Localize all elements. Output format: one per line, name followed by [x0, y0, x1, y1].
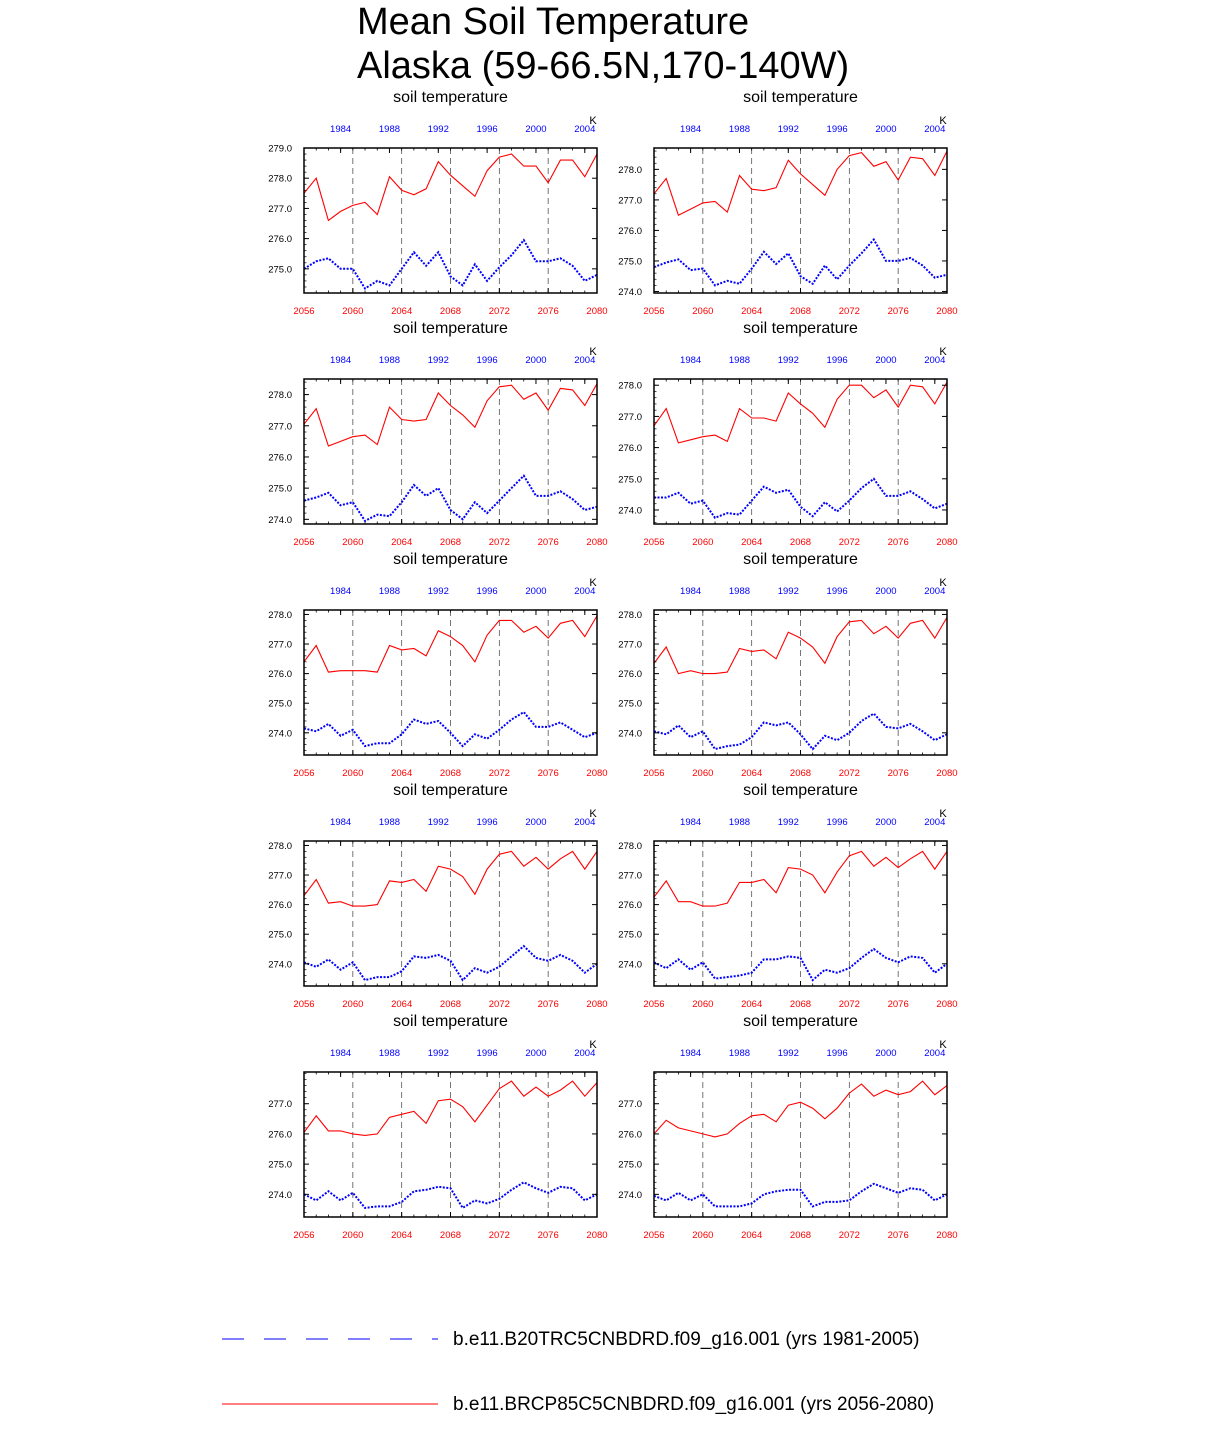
y-tick-label: 274.0	[618, 1189, 642, 1201]
x-tick-label-bottom: 2056	[643, 306, 665, 317]
x-tick-label-top: 1996	[476, 586, 498, 597]
chart-panel-6	[618, 551, 957, 779]
x-tick-label-top: 1992	[427, 124, 449, 135]
panel-title: soil temperature	[393, 1013, 508, 1030]
x-tick-label-bottom: 2072	[838, 537, 860, 548]
x-tick-label-top: 1992	[427, 817, 449, 828]
x-tick-label-bottom: 2072	[488, 306, 510, 317]
x-tick-label-bottom: 2080	[936, 1230, 958, 1241]
x-tick-label-bottom: 2056	[293, 768, 315, 779]
x-tick-label-top: 1988	[378, 586, 401, 597]
x-tick-label-top: 2004	[574, 1048, 596, 1059]
x-tick-label-bottom: 2076	[887, 768, 909, 779]
x-tick-label-bottom: 2068	[439, 768, 462, 779]
units-label: K	[589, 346, 597, 358]
y-tick-label: 278.0	[268, 840, 292, 852]
y-tick-label: 274.0	[618, 286, 642, 298]
x-tick-label-top: 2000	[525, 124, 547, 135]
x-tick-label-bottom: 2068	[439, 999, 462, 1010]
y-tick-label: 276.0	[268, 234, 292, 246]
x-tick-label-bottom: 2056	[643, 537, 665, 548]
y-tick-label: 277.0	[618, 195, 642, 207]
x-tick-label-bottom: 2076	[537, 999, 559, 1010]
x-tick-label-bottom: 2076	[537, 537, 559, 548]
y-tick-label: 278.0	[618, 380, 642, 392]
y-tick-label: 274.0	[268, 1189, 292, 1201]
x-tick-label-bottom: 2056	[643, 768, 665, 779]
legend-red-label: b.e11.BRCP85C5CNBDRD.f09_g16.001 (yrs 2056-2080)	[453, 1394, 935, 1415]
x-tick-label-bottom: 2068	[439, 306, 462, 317]
x-tick-label-bottom: 2064	[741, 999, 763, 1010]
x-tick-label-top: 2000	[875, 355, 897, 366]
x-tick-label-bottom: 2060	[692, 999, 714, 1010]
figure-title-line2: Alaska (59-66.5N,170-140W)	[357, 45, 850, 87]
x-tick-label-top: 1988	[378, 124, 401, 135]
x-tick-label-top: 2000	[875, 586, 897, 597]
x-tick-label-bottom: 2064	[391, 306, 413, 317]
x-tick-label-bottom: 2072	[838, 768, 860, 779]
x-tick-label-top: 1984	[680, 817, 702, 828]
x-tick-label-bottom: 2064	[391, 537, 413, 548]
x-tick-label-top: 1996	[476, 124, 498, 135]
y-tick-label: 276.0	[268, 900, 292, 912]
x-tick-label-bottom: 2072	[488, 537, 510, 548]
y-tick-label: 275.0	[268, 1159, 292, 1171]
x-tick-label-bottom: 2064	[741, 1230, 763, 1241]
chart-panel-3	[268, 320, 607, 548]
chart-panel-1	[268, 89, 607, 317]
x-tick-label-bottom: 2080	[586, 537, 608, 548]
x-tick-label-top: 2000	[875, 1048, 897, 1059]
x-tick-label-bottom: 2060	[692, 306, 714, 317]
x-tick-label-top: 2004	[924, 124, 946, 135]
units-label: K	[939, 1039, 947, 1051]
x-tick-label-top: 1992	[777, 355, 799, 366]
y-tick-label: 277.0	[268, 421, 292, 433]
x-tick-label-top: 1984	[330, 817, 352, 828]
x-tick-label-bottom: 2064	[741, 306, 763, 317]
x-tick-label-bottom: 2076	[537, 1230, 559, 1241]
x-tick-label-bottom: 2056	[293, 999, 315, 1010]
x-tick-label-top: 2004	[574, 817, 596, 828]
y-tick-label: 275.0	[618, 474, 642, 486]
x-tick-label-bottom: 2068	[789, 1230, 812, 1241]
x-tick-label-bottom: 2064	[741, 768, 763, 779]
chart-panel-4	[618, 320, 957, 548]
y-tick-label: 277.0	[268, 639, 292, 651]
units-label: K	[589, 577, 597, 589]
x-tick-label-top: 1984	[330, 355, 352, 366]
x-tick-label-bottom: 2060	[342, 768, 364, 779]
x-tick-label-top: 2000	[525, 355, 547, 366]
x-tick-label-top: 1984	[330, 1048, 352, 1059]
x-tick-label-bottom: 2080	[586, 306, 608, 317]
y-tick-label: 275.0	[618, 698, 642, 710]
x-tick-label-bottom: 2068	[789, 306, 812, 317]
x-tick-label-bottom: 2072	[488, 768, 510, 779]
x-tick-label-bottom: 2072	[488, 1230, 510, 1241]
x-tick-label-top: 2004	[574, 586, 596, 597]
panel-title: soil temperature	[743, 782, 858, 799]
panels	[268, 89, 957, 1241]
series-line-red	[304, 851, 597, 906]
x-tick-label-bottom: 2068	[789, 999, 812, 1010]
chart-panel-5	[268, 551, 607, 779]
y-tick-label: 277.0	[618, 1099, 642, 1111]
y-tick-label: 279.0	[268, 143, 292, 155]
y-tick-label: 274.0	[618, 728, 642, 740]
y-tick-label: 275.0	[618, 929, 642, 941]
x-tick-label-top: 1984	[330, 586, 352, 597]
y-tick-label: 274.0	[268, 959, 292, 971]
y-tick-label: 275.0	[268, 264, 292, 276]
x-tick-label-bottom: 2080	[936, 537, 958, 548]
x-tick-label-top: 1992	[777, 586, 799, 597]
x-tick-label-top: 1996	[476, 817, 498, 828]
x-tick-label-bottom: 2072	[838, 1230, 860, 1241]
y-tick-label: 276.0	[268, 452, 292, 464]
x-tick-label-top: 1988	[728, 817, 751, 828]
x-tick-label-bottom: 2060	[342, 306, 364, 317]
x-tick-label-top: 1988	[728, 586, 751, 597]
x-tick-label-top: 1992	[427, 1048, 449, 1059]
x-tick-label-bottom: 2072	[838, 999, 860, 1010]
x-tick-label-bottom: 2060	[342, 999, 364, 1010]
y-tick-label: 275.0	[268, 929, 292, 941]
legend	[222, 1329, 934, 1415]
x-tick-label-bottom: 2076	[887, 1230, 909, 1241]
x-tick-label-bottom: 2068	[439, 1230, 462, 1241]
panel-title: soil temperature	[393, 782, 508, 799]
x-tick-label-top: 2004	[924, 1048, 946, 1059]
chart-panel-2	[618, 89, 957, 317]
units-label: K	[589, 115, 597, 127]
y-tick-label: 276.0	[618, 669, 642, 681]
units-label: K	[939, 115, 947, 127]
y-tick-label: 274.0	[268, 514, 292, 526]
panel-title: soil temperature	[743, 1013, 858, 1030]
x-tick-label-bottom: 2064	[741, 537, 763, 548]
y-tick-label: 275.0	[618, 256, 642, 268]
x-tick-label-bottom: 2056	[293, 1230, 315, 1241]
x-tick-label-bottom: 2076	[887, 306, 909, 317]
series-line-red	[654, 1081, 947, 1137]
x-tick-label-top: 1992	[427, 355, 449, 366]
units-label: K	[589, 1039, 597, 1051]
x-tick-label-top: 2000	[525, 817, 547, 828]
y-tick-label: 277.0	[268, 1099, 292, 1111]
x-tick-label-top: 1992	[427, 586, 449, 597]
x-tick-label-bottom: 2080	[586, 768, 608, 779]
y-tick-label: 278.0	[618, 840, 642, 852]
x-tick-label-bottom: 2076	[887, 537, 909, 548]
x-tick-label-bottom: 2064	[391, 768, 413, 779]
x-tick-label-bottom: 2076	[887, 999, 909, 1010]
units-label: K	[939, 577, 947, 589]
x-tick-label-top: 1984	[680, 124, 702, 135]
x-tick-label-bottom: 2068	[439, 537, 462, 548]
x-tick-label-top: 1996	[476, 355, 498, 366]
chart-panel-9	[268, 1013, 607, 1241]
panel-title: soil temperature	[743, 551, 858, 568]
x-tick-label-top: 2004	[574, 355, 596, 366]
y-tick-label: 278.0	[268, 173, 292, 185]
x-tick-label-bottom: 2056	[293, 306, 315, 317]
x-tick-label-top: 1996	[826, 1048, 848, 1059]
x-tick-label-top: 2004	[574, 124, 596, 135]
y-tick-label: 277.0	[618, 411, 642, 423]
x-tick-label-top: 2004	[924, 355, 946, 366]
y-tick-label: 274.0	[618, 505, 642, 517]
y-tick-label: 277.0	[268, 203, 292, 215]
x-tick-label-top: 1984	[330, 124, 352, 135]
y-tick-label: 275.0	[268, 483, 292, 495]
x-tick-label-bottom: 2076	[537, 768, 559, 779]
x-tick-label-top: 2000	[875, 124, 897, 135]
x-tick-label-top: 1988	[378, 355, 401, 366]
x-tick-label-top: 1996	[826, 586, 848, 597]
x-tick-label-bottom: 2072	[488, 999, 510, 1010]
x-tick-label-top: 2004	[924, 817, 946, 828]
panel-title: soil temperature	[743, 89, 858, 106]
x-tick-label-top: 1984	[680, 355, 702, 366]
y-tick-label: 274.0	[618, 959, 642, 971]
y-tick-label: 278.0	[618, 164, 642, 176]
figure-title-line1: Mean Soil Temperature	[357, 1, 750, 43]
chart-panel-7	[268, 782, 607, 1010]
x-tick-label-bottom: 2076	[537, 306, 559, 317]
x-tick-label-top: 2000	[525, 586, 547, 597]
x-tick-label-bottom: 2064	[391, 1230, 413, 1241]
chart-panel-8	[618, 782, 957, 1010]
x-tick-label-top: 1988	[728, 1048, 751, 1059]
x-tick-label-top: 1996	[476, 1048, 498, 1059]
x-tick-label-bottom: 2056	[643, 1230, 665, 1241]
y-tick-label: 278.0	[268, 609, 292, 621]
x-tick-label-top: 1988	[728, 124, 751, 135]
x-tick-label-top: 1984	[680, 586, 702, 597]
x-tick-label-bottom: 2060	[692, 768, 714, 779]
y-tick-label: 277.0	[268, 870, 292, 882]
x-tick-label-bottom: 2068	[789, 768, 812, 779]
x-tick-label-bottom: 2080	[936, 306, 958, 317]
x-tick-label-bottom: 2060	[692, 537, 714, 548]
x-tick-label-top: 2004	[924, 586, 946, 597]
y-tick-label: 276.0	[268, 1129, 292, 1141]
x-tick-label-top: 1996	[826, 355, 848, 366]
y-tick-label: 276.0	[618, 443, 642, 455]
x-tick-label-bottom: 2060	[692, 1230, 714, 1241]
x-tick-label-top: 1988	[728, 355, 751, 366]
y-tick-label: 275.0	[268, 698, 292, 710]
x-tick-label-top: 1996	[826, 817, 848, 828]
x-tick-label-bottom: 2080	[586, 1230, 608, 1241]
y-tick-label: 278.0	[618, 609, 642, 621]
panel-title: soil temperature	[393, 320, 508, 337]
x-tick-label-bottom: 2072	[838, 306, 860, 317]
units-label: K	[589, 808, 597, 820]
x-tick-label-bottom: 2060	[342, 1230, 364, 1241]
y-tick-label: 275.0	[618, 1159, 642, 1171]
x-tick-label-bottom: 2080	[936, 768, 958, 779]
x-tick-label-bottom: 2056	[643, 999, 665, 1010]
x-tick-label-top: 1988	[378, 817, 401, 828]
panel-title: soil temperature	[743, 320, 858, 337]
units-label: K	[939, 808, 947, 820]
x-tick-label-top: 1992	[777, 1048, 799, 1059]
y-tick-label: 277.0	[618, 639, 642, 651]
chart-panel-10	[618, 1013, 957, 1241]
y-tick-label: 276.0	[268, 669, 292, 681]
x-tick-label-top: 1984	[680, 1048, 702, 1059]
x-tick-label-bottom: 2068	[789, 537, 812, 548]
x-tick-label-bottom: 2080	[586, 999, 608, 1010]
x-tick-label-top: 1996	[826, 124, 848, 135]
x-tick-label-bottom: 2060	[342, 537, 364, 548]
panel-title: soil temperature	[393, 89, 508, 106]
y-tick-label: 277.0	[618, 870, 642, 882]
x-tick-label-bottom: 2056	[293, 537, 315, 548]
y-tick-label: 276.0	[618, 1129, 642, 1141]
y-tick-label: 276.0	[618, 225, 642, 237]
series-line-red	[654, 851, 947, 906]
legend-blue-label: b.e11.B20TRC5CNBDRD.f09_g16.001 (yrs 1981-2005)	[453, 1329, 920, 1350]
x-tick-label-top: 1992	[777, 124, 799, 135]
x-tick-label-bottom: 2080	[936, 999, 958, 1010]
y-tick-label: 276.0	[618, 900, 642, 912]
x-tick-label-top: 1988	[378, 1048, 401, 1059]
units-label: K	[939, 346, 947, 358]
x-tick-label-top: 2000	[875, 817, 897, 828]
x-tick-label-top: 1992	[777, 817, 799, 828]
x-tick-label-top: 2000	[525, 1048, 547, 1059]
y-tick-label: 274.0	[268, 728, 292, 740]
panel-title: soil temperature	[393, 551, 508, 568]
y-tick-label: 278.0	[268, 390, 292, 402]
x-tick-label-bottom: 2064	[391, 999, 413, 1010]
